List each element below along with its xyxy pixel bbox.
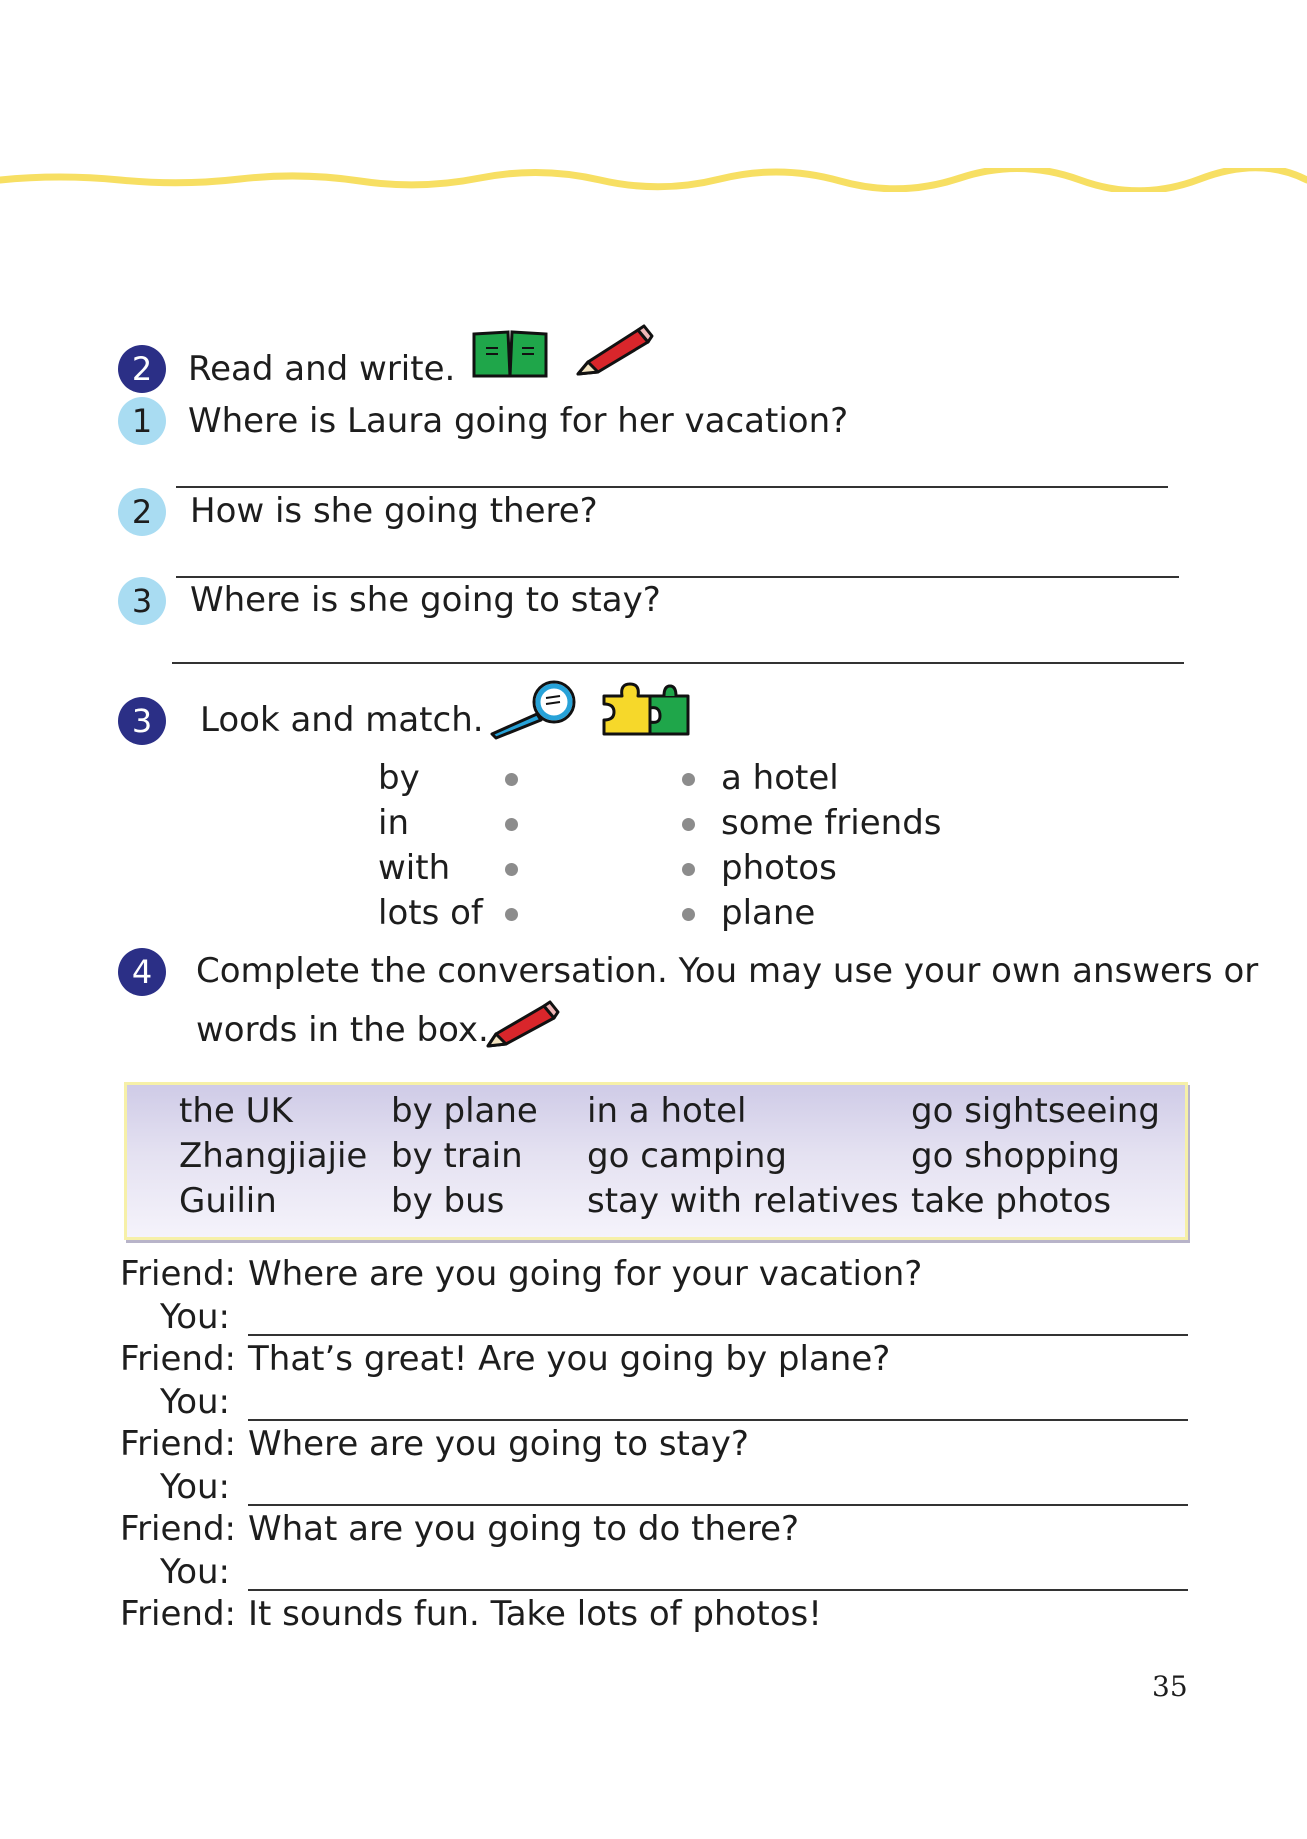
- match-right-column: [721, 758, 942, 938]
- answer-line[interactable]: [248, 1419, 1188, 1421]
- speaker-label: You:: [159, 1552, 230, 1592]
- match-dot-right[interactable]: [682, 818, 695, 831]
- word-box-item: go sightseeing: [911, 1091, 1160, 1131]
- page-number: 35: [1152, 1670, 1188, 1703]
- dialogue-line: It sounds fun. Take lots of photos!: [248, 1594, 822, 1634]
- match-right-item: a hotel: [721, 758, 839, 798]
- match-right-item: photos: [721, 848, 837, 888]
- word-box-item: in a hotel: [587, 1091, 747, 1131]
- pencil-icon: [572, 322, 654, 380]
- dialogue-line: Where are you going for your vacation?: [248, 1254, 923, 1294]
- word-box-item: by bus: [391, 1181, 505, 1221]
- match-left-item: lots of: [378, 893, 483, 933]
- answer-line[interactable]: [248, 1504, 1188, 1506]
- word-box-item: by plane: [391, 1091, 538, 1131]
- word-box-item: by train: [391, 1136, 523, 1176]
- dialogue-line: What are you going to do there?: [248, 1509, 800, 1549]
- question-text: Where is Laura going for her vacation?: [188, 401, 849, 441]
- answer-line[interactable]: [248, 1589, 1188, 1591]
- match-dot-left[interactable]: [505, 818, 518, 831]
- match-left-item: with: [378, 848, 451, 888]
- word-box: [124, 1082, 1188, 1240]
- question-text: How is she going there?: [190, 491, 598, 531]
- section-title: Read and write.: [188, 349, 456, 389]
- match-right-item: some friends: [721, 803, 942, 843]
- top-border-stripe: [0, 168, 1307, 192]
- answer-line[interactable]: [248, 1334, 1188, 1336]
- answer-line[interactable]: [176, 576, 1179, 578]
- match-left-item: in: [378, 803, 409, 843]
- section-instruction: words in the box.: [196, 1010, 489, 1050]
- match-dot-left[interactable]: [505, 908, 518, 921]
- speaker-label: Friend:: [120, 1339, 237, 1379]
- speaker-label: You:: [159, 1382, 230, 1422]
- book-icon: [470, 328, 550, 380]
- question-number-badge: 3: [118, 577, 166, 625]
- speaker-label: Friend:: [120, 1424, 237, 1464]
- answer-line[interactable]: [172, 662, 1184, 664]
- pencil-icon: [482, 998, 560, 1052]
- match-dot-right[interactable]: [682, 863, 695, 876]
- word-box-item: go shopping: [911, 1136, 1120, 1176]
- word-box-item: Zhangjiajie: [179, 1136, 368, 1176]
- question-number-badge: 1: [118, 397, 166, 445]
- word-box-item: the UK: [179, 1091, 293, 1131]
- section-number-badge: 3: [118, 697, 166, 745]
- section-title: Look and match.: [200, 700, 484, 740]
- puzzle-icon: [598, 676, 694, 740]
- word-box-column: [179, 1089, 367, 1224]
- answer-line[interactable]: [176, 486, 1168, 488]
- match-dot-left[interactable]: [505, 773, 518, 786]
- dialogue-line: That’s great! Are you going by plane?: [248, 1339, 891, 1379]
- match-dot-right[interactable]: [682, 773, 695, 786]
- match-right-item: plane: [721, 893, 816, 933]
- word-box-item: Guilin: [179, 1181, 277, 1221]
- word-box-column: [587, 1089, 899, 1224]
- word-box-item: stay with relatives: [587, 1181, 899, 1221]
- section-instruction: Complete the conversation. You may use your own answers or: [196, 951, 1259, 991]
- question-text: Where is she going to stay?: [190, 580, 661, 620]
- question-number-badge: 2: [118, 488, 166, 536]
- match-dot-right[interactable]: [682, 908, 695, 921]
- match-left-column: [378, 758, 483, 938]
- speaker-label: Friend:: [120, 1254, 237, 1294]
- match-left-item: by: [378, 758, 420, 798]
- word-box-column: [391, 1089, 538, 1224]
- speaker-label: Friend:: [120, 1594, 237, 1634]
- dialogue-line: Where are you going to stay?: [248, 1424, 749, 1464]
- word-box-column: [911, 1089, 1160, 1224]
- match-dot-left[interactable]: [505, 863, 518, 876]
- word-box-item: take photos: [911, 1181, 1112, 1221]
- speaker-label: Friend:: [120, 1509, 237, 1549]
- speaker-label: You:: [159, 1467, 230, 1507]
- section-number-badge: 2: [118, 345, 166, 393]
- magnifier-icon: [486, 676, 580, 740]
- word-box-item: go camping: [587, 1136, 787, 1176]
- speaker-label: You:: [159, 1297, 230, 1337]
- section-number-badge: 4: [118, 948, 166, 996]
